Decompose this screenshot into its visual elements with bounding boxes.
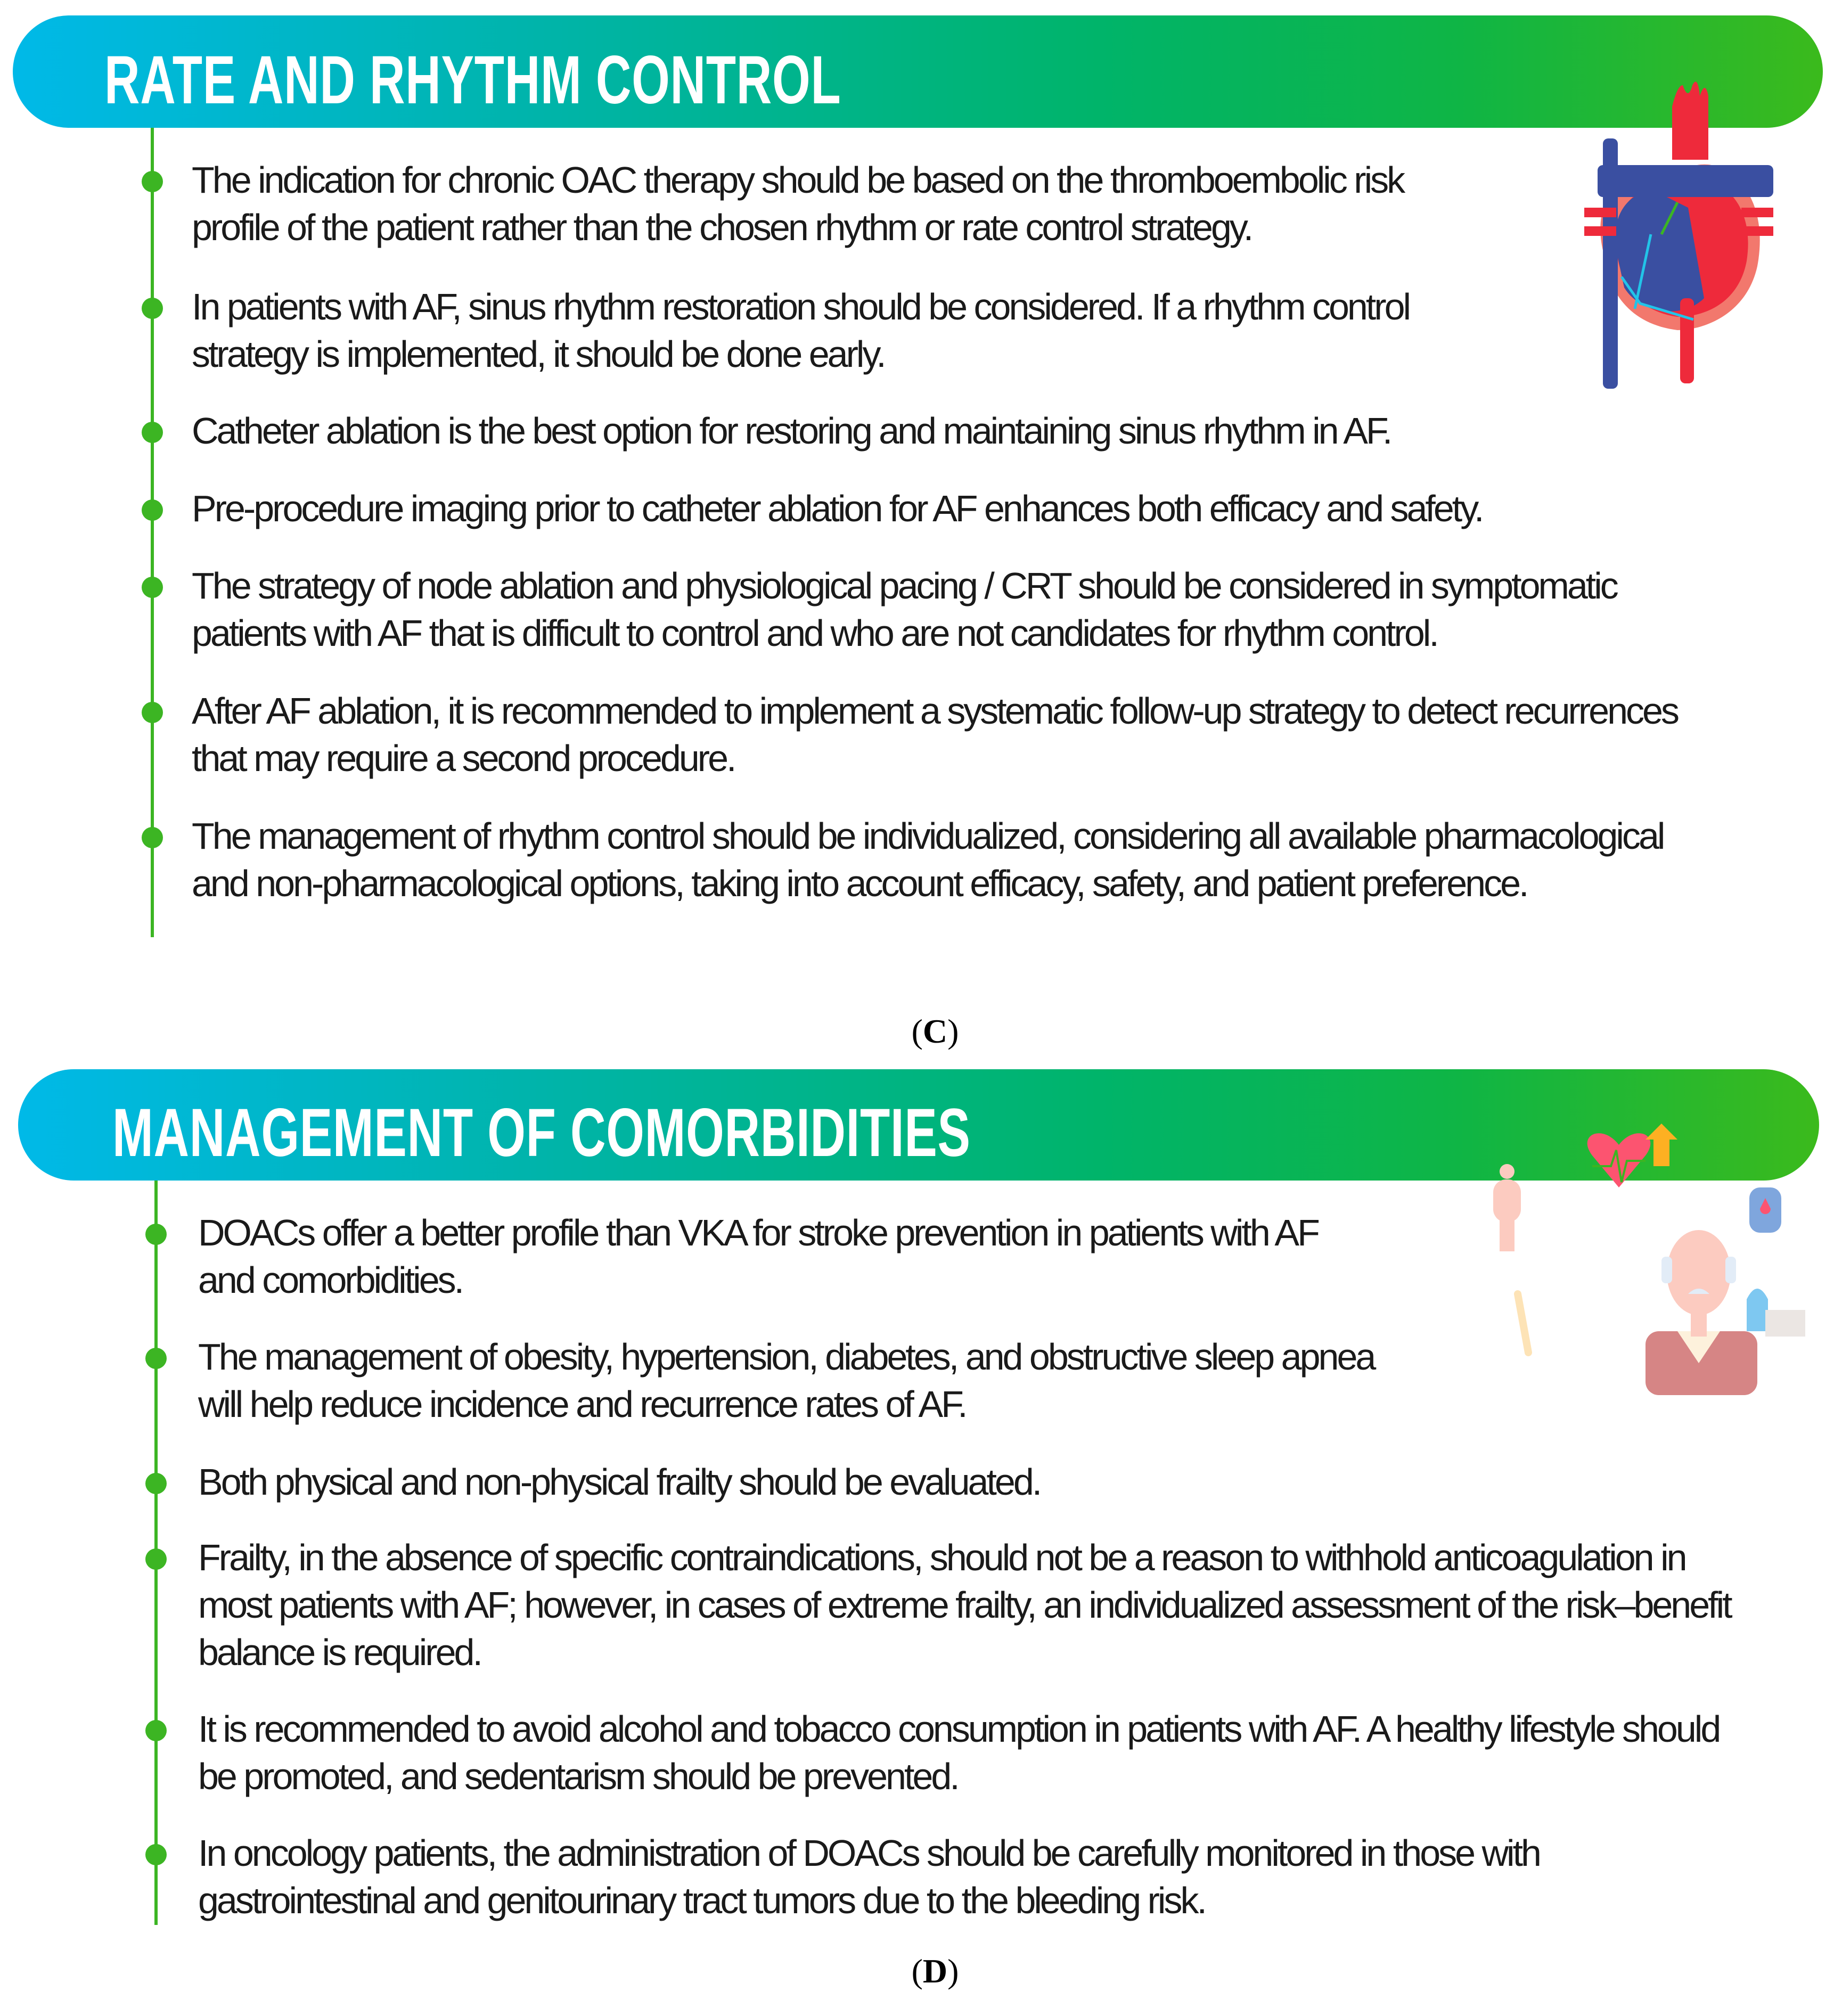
section-title: MANAGEMENT OF COMORBIDITIES [112, 1095, 971, 1171]
item-text-line: and comorbidities. [198, 1259, 463, 1301]
label-paren: ( [911, 1012, 923, 1050]
item-text-line: will help reduce incidence and recurrence rates of AF. [198, 1383, 966, 1425]
item-text-line: Pre-procedure imaging prior to catheter ablation for AF enhances both efficacy and safety. [192, 488, 1483, 529]
bullet-dot-icon [142, 827, 163, 848]
label-paren: ) [947, 1012, 959, 1050]
bullet-dot-icon [142, 422, 163, 443]
item-text-line: Both physical and non-physical frailty should be evaluated. [198, 1461, 1041, 1503]
item-text-line: DOACs offer a better profile than VKA for stroke prevention in patients with AF [198, 1212, 1318, 1253]
bullet-dot-icon [145, 1473, 167, 1494]
item-text-line: It is recommended to avoid alcohol and tobacco consumption in patients with AF. A healthy lifestyle should [198, 1708, 1720, 1750]
item-text-line: strategy is implemented, it should be done early. [192, 333, 885, 375]
label-letter: D [922, 1952, 948, 1990]
bullet-dot-icon [145, 1720, 167, 1741]
item-text-line: Frailty, in the absence of specific contraindications, should not be a reason to withhold anticoagulation in [198, 1537, 1685, 1578]
bullet-dot-icon [145, 1844, 167, 1865]
item-text-line: most patients with AF; however, in cases of extreme frailty, an individualized assessment of the risk–benefit [198, 1584, 1731, 1626]
item-text-line: that may require a second procedure. [192, 737, 735, 779]
section-header [13, 15, 1823, 128]
heart-anatomy-icon [1571, 75, 1784, 394]
timeline-line [151, 128, 154, 937]
item-text-line: The indication for chronic OAC therapy should be based on the thromboembolic risk [192, 159, 1404, 201]
item-text-line: In patients with AF, sinus rhythm restoration should be considered. If a rhythm control [192, 286, 1410, 327]
item-text-line: patients with AF that is difficult to control and who are not candidates for rhythm control. [192, 612, 1437, 654]
label-paren: ( [911, 1952, 923, 1990]
item-text-line: The strategy of node ablation and physiological pacing / CRT should be considered in symptomatic [192, 565, 1617, 607]
item-text-line: After AF ablation, it is recommended to implement a systematic follow-up strategy to detect recurrences [192, 690, 1677, 732]
item-text-line: In oncology patients, the administration of DOACs should be carefully monitored in those with [198, 1832, 1540, 1874]
item-text-line: gastrointestinal and genitourinary tract tumors due to the bleeding risk. [198, 1880, 1205, 1921]
panel-label-c [912, 1012, 959, 1051]
bullet-dot-icon [142, 702, 163, 723]
elderly-comorbidities-icon [1486, 1097, 1816, 1395]
bullet-dot-icon [142, 171, 163, 192]
item-text-line: Catheter ablation is the best option for restoring and maintaining sinus rhythm in AF. [192, 410, 1391, 452]
bullet-dot-icon [142, 499, 163, 521]
section-title: RATE AND RHYTHM CONTROL [104, 42, 841, 118]
item-text-line: balance is required. [198, 1632, 481, 1673]
bullet-dot-icon [142, 577, 163, 598]
bullet-dot-icon [145, 1348, 167, 1369]
item-text-line: be promoted, and sedentarism should be prevented. [198, 1756, 958, 1797]
bullet-dot-icon [145, 1224, 167, 1245]
bullet-dot-icon [145, 1548, 167, 1570]
label-letter: C [922, 1012, 948, 1050]
item-text-line: profile of the patient rather than the chosen rhythm or rate control strategy. [192, 207, 1252, 248]
panel-label-d [912, 1952, 959, 1991]
item-text-line: and non-pharmacological options, taking into account efficacy, safety, and patient preference. [192, 863, 1527, 904]
item-text-line: The management of obesity, hypertension, diabetes, and obstructive sleep apnea [198, 1336, 1374, 1378]
label-paren: ) [947, 1952, 959, 1990]
item-text-line: The management of rhythm control should be individualized, considering all available pharmacological [192, 815, 1664, 857]
bullet-dot-icon [142, 298, 163, 319]
